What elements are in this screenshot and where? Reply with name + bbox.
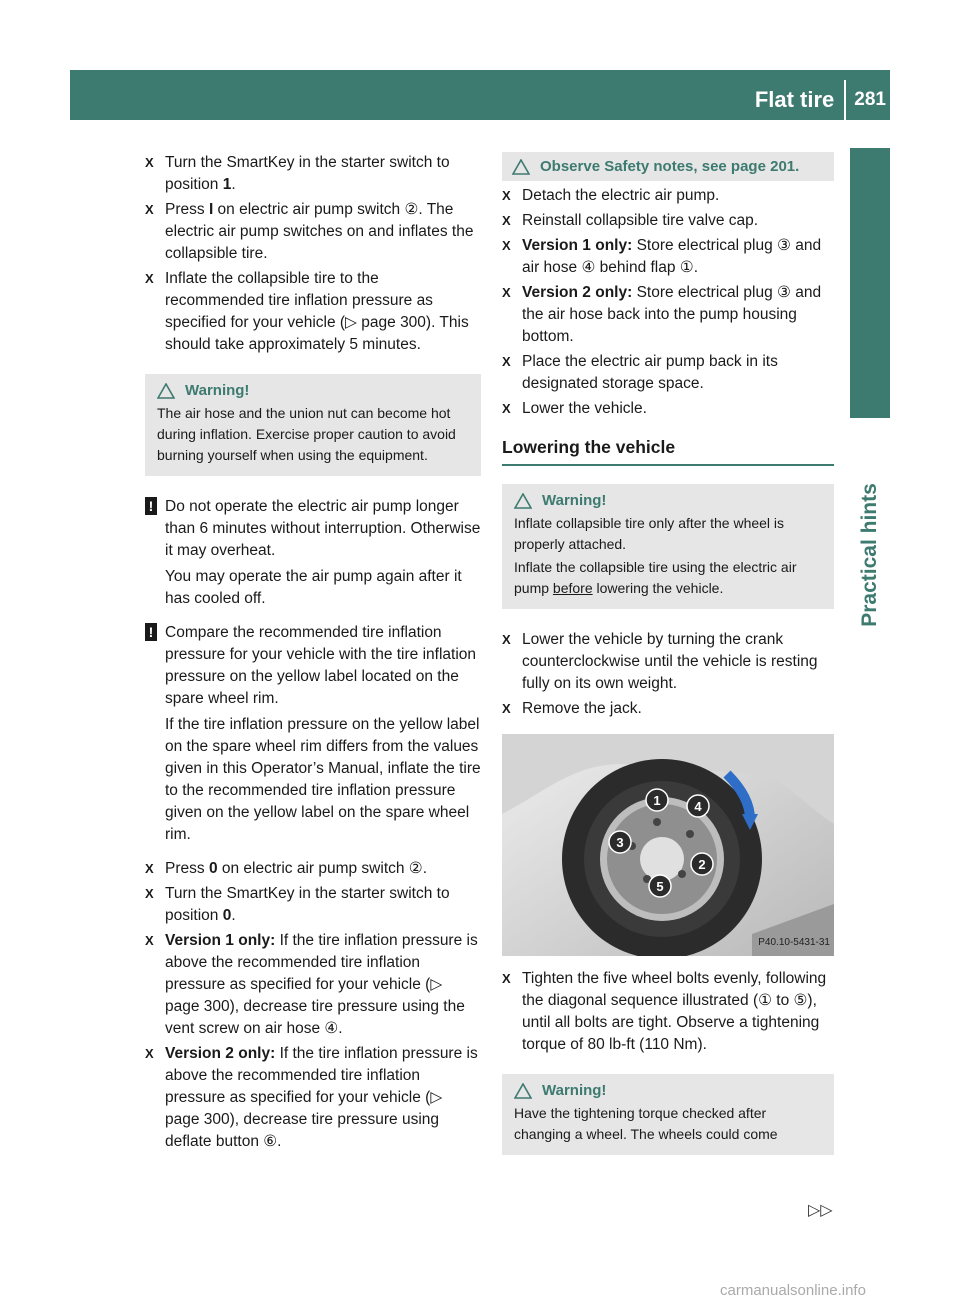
- step-marker-icon: X: [502, 632, 511, 647]
- step-marker-icon: X: [502, 354, 511, 369]
- step-marker-icon: X: [502, 971, 511, 986]
- instruction-step: X Press 0 on electric air pump switch ②.: [145, 858, 481, 880]
- instruction-step: X Version 1 only: If the tire inflation pressure is above the recommended tire inflation pressure as specified for your vehicle (▷ page 300), decrease tire pressure using the vent screw on air hose ④.: [145, 932, 478, 1037]
- warning-box: [502, 1074, 834, 1155]
- continue-arrows: ▷▷: [808, 1202, 833, 1219]
- note-text: If the tire inflation pressure on the yellow label on the spare wheel rim differs from the values given in this Operator’s Manual, inflate the tire to the recommended tire inflation pressure given on the yellow label on the spare wheel rim.: [165, 716, 481, 843]
- wheel-illustration: [502, 734, 834, 956]
- instruction-step: X Lower the vehicle.: [502, 398, 834, 420]
- warning-text: Inflate collapsible tire only after the wheel is properly attached.: [514, 515, 785, 552]
- warning-box: [502, 484, 834, 609]
- instruction-step: X Tighten the five wheel bolts evenly, following the diagonal sequence illustrated (① to ⑤), until all bolts are tight. Observe a tightening torque of 80 lb-ft (110 Nm).: [502, 970, 827, 1053]
- page-title: Flat tire: [754, 87, 835, 112]
- step-marker-icon: X: [502, 213, 511, 228]
- step-marker-icon: X: [145, 933, 154, 948]
- caution-note: [145, 622, 481, 846]
- step-list: [502, 629, 834, 720]
- instruction-step: X Place the electric air pump back in its designated storage space.: [502, 353, 778, 392]
- section-label: Practical hints: [858, 483, 881, 627]
- page-number: 281: [854, 89, 886, 110]
- instruction-step: X Version 1 only: Store electrical plug ③ and air hose ④ behind flap ①.: [502, 237, 822, 276]
- instruction-step: X Detach the electric air pump.: [502, 185, 834, 207]
- step-marker-icon: X: [502, 238, 511, 253]
- warning-text: The air hose and the union nut can become hot during inflation. Exercise proper caution to avoid burning yourself when using the equipment.: [157, 405, 456, 463]
- step-marker-icon: X: [145, 861, 154, 876]
- warning-triangle-icon: [512, 159, 530, 175]
- instruction-step: X Reinstall collapsible tire valve cap.: [502, 210, 834, 232]
- warning-title: Warning!: [542, 1082, 607, 1099]
- watermark: carmanualsonline.info: [720, 1282, 866, 1299]
- callout-3: 3: [616, 835, 624, 850]
- warning-title: Warning!: [185, 382, 250, 399]
- warning-triangle-icon: [157, 383, 175, 399]
- step-marker-icon: X: [145, 271, 154, 286]
- step-marker-icon: X: [502, 285, 511, 300]
- step-marker-icon: X: [145, 886, 154, 901]
- step-marker-icon: X: [145, 202, 154, 217]
- safety-notice: Observe Safety notes, see page 201.: [540, 158, 800, 175]
- instruction-step: X Press I on electric air pump switch ②. The electric air pump switches on and inflates the collapsible tire.: [145, 201, 474, 262]
- note-text: Compare the recommended tire inflation pressure for your vehicle with the tire inflation pressure on the yellow label located on the spare wheel rim.: [165, 624, 477, 707]
- step-marker-icon: X: [502, 188, 511, 203]
- step-marker-icon: X: [145, 155, 154, 170]
- instruction-step: X Remove the jack.: [502, 698, 834, 720]
- exclamation-icon: !: [145, 623, 157, 641]
- section-tab: [850, 148, 890, 418]
- step-list: [145, 858, 481, 1153]
- section-heading: Lowering the vehicle: [502, 436, 834, 466]
- callout-1: 1: [653, 793, 661, 808]
- step-list: [502, 185, 834, 420]
- step-marker-icon: X: [145, 1046, 154, 1061]
- warning-text: Have the tightening torque checked after changing a wheel. The wheels could come: [514, 1105, 778, 1142]
- note-text: You may operate the air pump again after it has cooled off.: [165, 568, 462, 607]
- warning-triangle-icon: [514, 493, 532, 509]
- note-text: Do not operate the electric air pump longer than 6 minutes without interruption. Otherwise it may overheat.: [165, 498, 481, 559]
- callout-2: 2: [698, 857, 706, 872]
- page-header: [755, 80, 890, 120]
- warning-title: Warning!: [542, 492, 607, 509]
- instruction-step: X Turn the SmartKey in the starter switch to position 1.: [145, 154, 450, 193]
- callout-4: 4: [694, 799, 702, 814]
- instruction-step: X Turn the SmartKey in the starter switch to position 0.: [145, 885, 450, 924]
- warning-text: Inflate the collapsible tire using the electric air pump before lowering the vehicle.: [514, 559, 797, 596]
- exclamation-icon: !: [145, 497, 157, 515]
- right-column: [502, 152, 834, 1175]
- caution-note: [145, 496, 481, 610]
- photo-reference: P40.10-5431-31: [758, 937, 830, 948]
- instruction-step: X Inflate the collapsible tire to the recommended tire inflation pressure as specified for your vehicle (▷ page 300). This should take approximately 5 minutes.: [145, 270, 469, 353]
- warning-box: [145, 374, 481, 476]
- step-marker-icon: X: [502, 401, 511, 416]
- instruction-step: X Version 2 only: If the tire inflation pressure is above the recommended tire inflation pressure as specified for your vehicle (▷ page 300), decrease tire pressure using deflate button ⑥.: [145, 1045, 478, 1150]
- instruction-step: X Version 2 only: Store electrical plug ③ and the air hose back into the pump housing bottom.: [502, 284, 822, 345]
- step-list: [502, 968, 834, 1056]
- warning-triangle-icon: [514, 1083, 532, 1099]
- safety-notice-box: [502, 152, 834, 181]
- left-column: [145, 152, 481, 1156]
- instruction-step: X Lower the vehicle by turning the crank counterclockwise until the vehicle is resting fully on its own weight.: [502, 631, 818, 692]
- step-list: [145, 152, 481, 356]
- callout-5: 5: [656, 879, 664, 894]
- step-marker-icon: X: [502, 701, 511, 716]
- wheel-bolt-sequence-photo: [502, 734, 834, 956]
